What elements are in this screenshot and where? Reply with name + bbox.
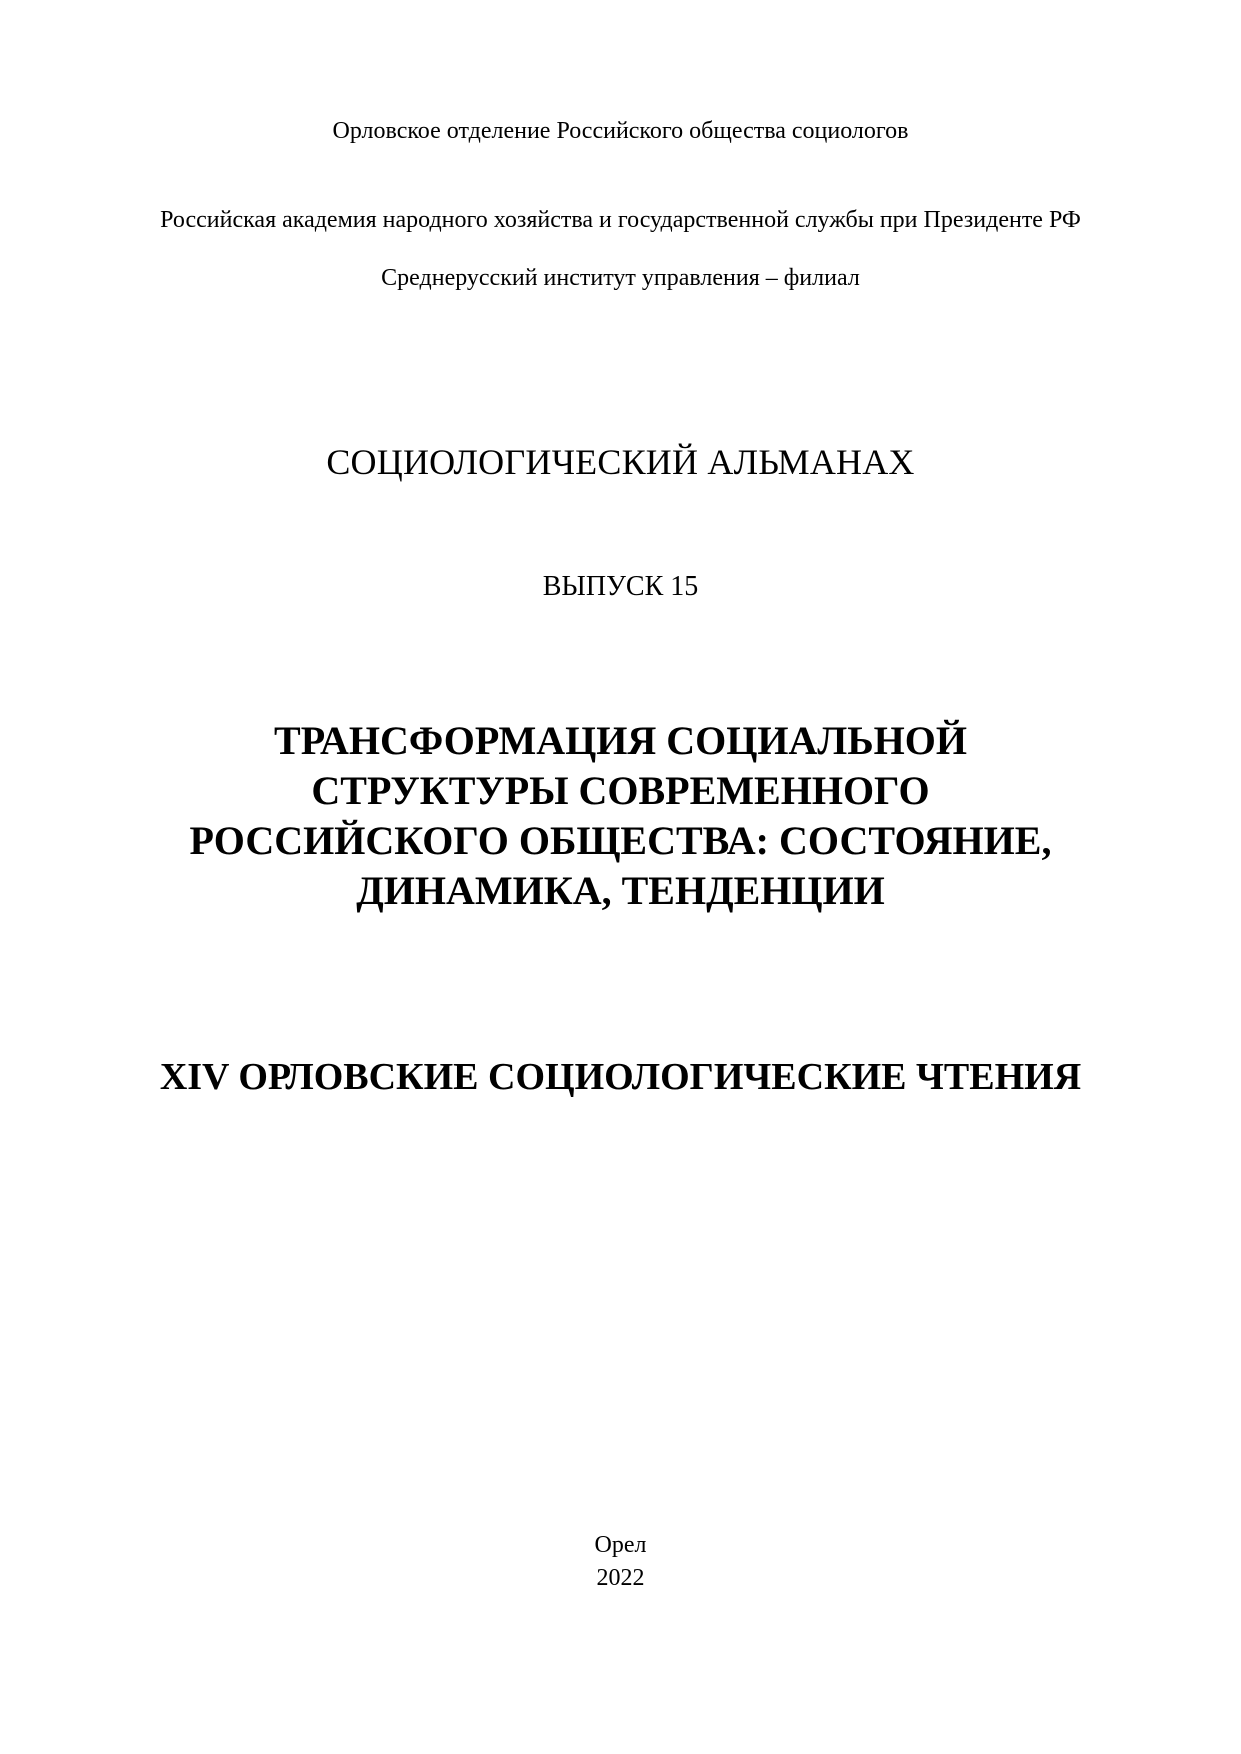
publication-city: Орел bbox=[594, 1532, 647, 1558]
organization-line-1: Орловское отделение Российского общества социологов bbox=[332, 118, 909, 144]
main-title-line-4: ДИНАМИКА, ТЕНДЕНЦИИ bbox=[356, 868, 885, 913]
main-title-line-1: ТРАНСФОРМАЦИЯ СОЦИАЛЬНОЙ bbox=[274, 718, 967, 763]
main-title-line-2: СТРУКТУРЫ СОВРЕМЕННОГО bbox=[311, 768, 930, 813]
main-title-line-3: РОССИЙСКОГО ОБЩЕСТВА: СОСТОЯНИЕ, bbox=[189, 818, 1052, 863]
organization-line-3: Среднерусский институт управления – филиал bbox=[381, 265, 860, 291]
publication-year: 2022 bbox=[596, 1565, 645, 1591]
organization-line-2: Российская академия народного хозяйства и государственной службы при Президенте РФ bbox=[160, 207, 1081, 233]
subtitle: XIV ОРЛОВСКИЕ СОЦИОЛОГИЧЕСКИЕ ЧТЕНИЯ bbox=[159, 1056, 1082, 1098]
issue-number: ВЫПУСК 15 bbox=[542, 571, 699, 602]
series-title: СОЦИОЛОГИЧЕСКИЙ АЛЬМАНАХ bbox=[326, 442, 915, 482]
main-title bbox=[0, 716, 1241, 916]
